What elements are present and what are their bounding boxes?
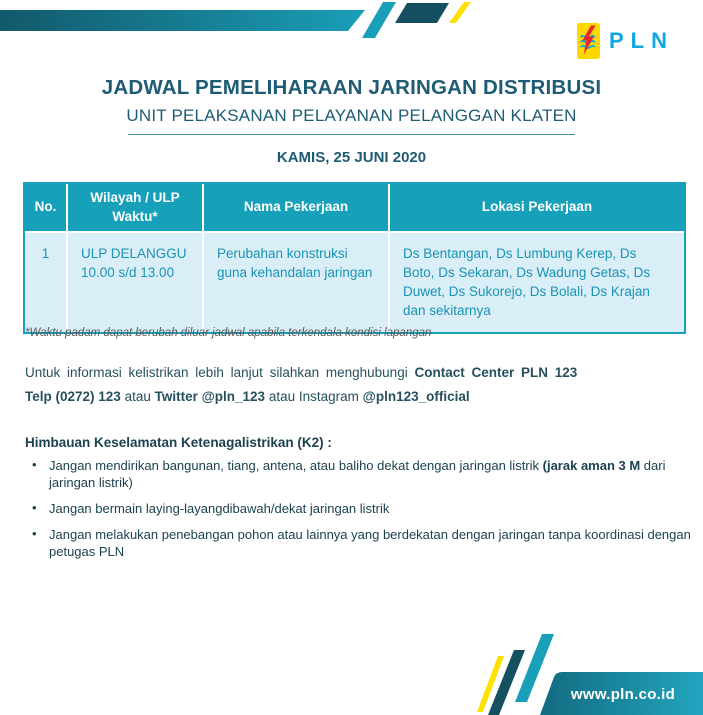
- yellow-slash-shape: [449, 2, 471, 23]
- safety-bullet-list: [25, 458, 693, 560]
- header-block: [0, 76, 703, 166]
- page-subtitle: UNIT PELAKSANAN PELAYANAN PELANGGAN KLATEN: [126, 106, 577, 125]
- col-header-no: No.: [25, 184, 67, 232]
- safety-bullet-2: [25, 501, 693, 518]
- safety-bullet-2-text: Jangan bermain laying-layangdibawah/dekat jaringan listrik: [49, 500, 390, 516]
- contact-line-1: [25, 365, 585, 380]
- schedule-date: KAMIS, 25 JUNI 2020: [276, 149, 427, 166]
- website-url: www.pln.co.id: [570, 686, 676, 703]
- table-header-row: [25, 184, 684, 232]
- contact-info: [25, 365, 585, 404]
- cell-wilayah-line1: ULP DELANGGU: [81, 246, 187, 261]
- contact-sep-1: atau: [124, 389, 151, 404]
- schedule-footnote: *Waktu padam dapat berubah diluar jadwal apabila terkendala kondisi lapangan: [25, 327, 432, 339]
- contact-instagram: @pln123_official: [362, 389, 470, 404]
- contact-line-2: [25, 389, 585, 404]
- col-header-wilayah-line1: Wilayah / ULP: [90, 190, 180, 206]
- contact-center-label: Contact Center PLN 123: [414, 365, 578, 380]
- contact-sep-2: atau Instagram: [268, 389, 359, 404]
- safety-notice: [25, 435, 693, 569]
- bullet-dot-icon: •: [32, 499, 37, 515]
- schedule-table: [25, 184, 684, 332]
- footer-decoration: [430, 620, 703, 715]
- safety-bullet-1: [25, 458, 693, 492]
- bullet-dot-icon: •: [32, 457, 37, 472]
- pln-logo-icon: [577, 23, 600, 59]
- safety-bullet-1-bold: (jarak aman 3 M: [542, 458, 641, 473]
- cell-pekerjaan: Perubahan konstruksi guna kehandalan jaringan: [203, 232, 389, 332]
- pln-logo-text: PLN: [609, 28, 674, 53]
- cell-wilayah: [67, 232, 203, 332]
- safety-bullet-3-text: Jangan melakukan penebangan pohon atau lainnya yang berdekatan dengan jaringan tanpa koordinasi dengan petugas PLN: [49, 526, 691, 559]
- navy-parallelogram-shape: [395, 3, 449, 23]
- col-header-pekerjaan: Nama Pekerjaan: [203, 184, 389, 232]
- cell-no: 1: [25, 232, 67, 332]
- page-title: JADWAL PEMELIHARAAN JARINGAN DISTRIBUSI: [101, 76, 602, 99]
- col-header-wilayah: [67, 184, 203, 232]
- contact-twitter: Twitter @pln_123: [154, 389, 266, 404]
- subtitle-divider: [128, 134, 575, 135]
- table-row: [25, 232, 684, 332]
- contact-line-1-text: Untuk informasi kelistrikan lebih lanjut silahkan menghubungi: [25, 365, 408, 380]
- schedule-table-wrap: [23, 182, 686, 334]
- col-header-lokasi: Lokasi Pekerjaan: [389, 184, 684, 232]
- bullet-dot-icon: •: [32, 525, 37, 541]
- safety-bullet-3: [25, 527, 693, 561]
- contact-phone: Telp (0272) 123: [25, 389, 121, 404]
- safety-bullet-1-post: dari jaringan listrik): [49, 458, 666, 490]
- safety-heading: Himbauan Keselamatan Ketenagalistrikan (K2) :: [25, 435, 332, 450]
- teal-slash-shape: [362, 2, 396, 38]
- col-header-wilayah-line2: Waktu*: [112, 208, 158, 224]
- cell-wilayah-line2: 10.00 s/d 13.00: [81, 265, 175, 281]
- pln-logo: [577, 23, 674, 59]
- cell-lokasi: Ds Bentangan, Ds Lumbung Kerep, Ds Boto, Ds Sekaran, Ds Wadung Getas, Ds Duwet, Ds Sukorejo, Ds Bolali, Ds Krajan dan sekitarnya: [389, 232, 684, 332]
- teal-band-shape: [0, 10, 365, 31]
- safety-bullet-1-pre: Jangan mendirikan bangunan, tiang, antena, atau baliho dekat dengan jaringan listrik: [49, 458, 543, 473]
